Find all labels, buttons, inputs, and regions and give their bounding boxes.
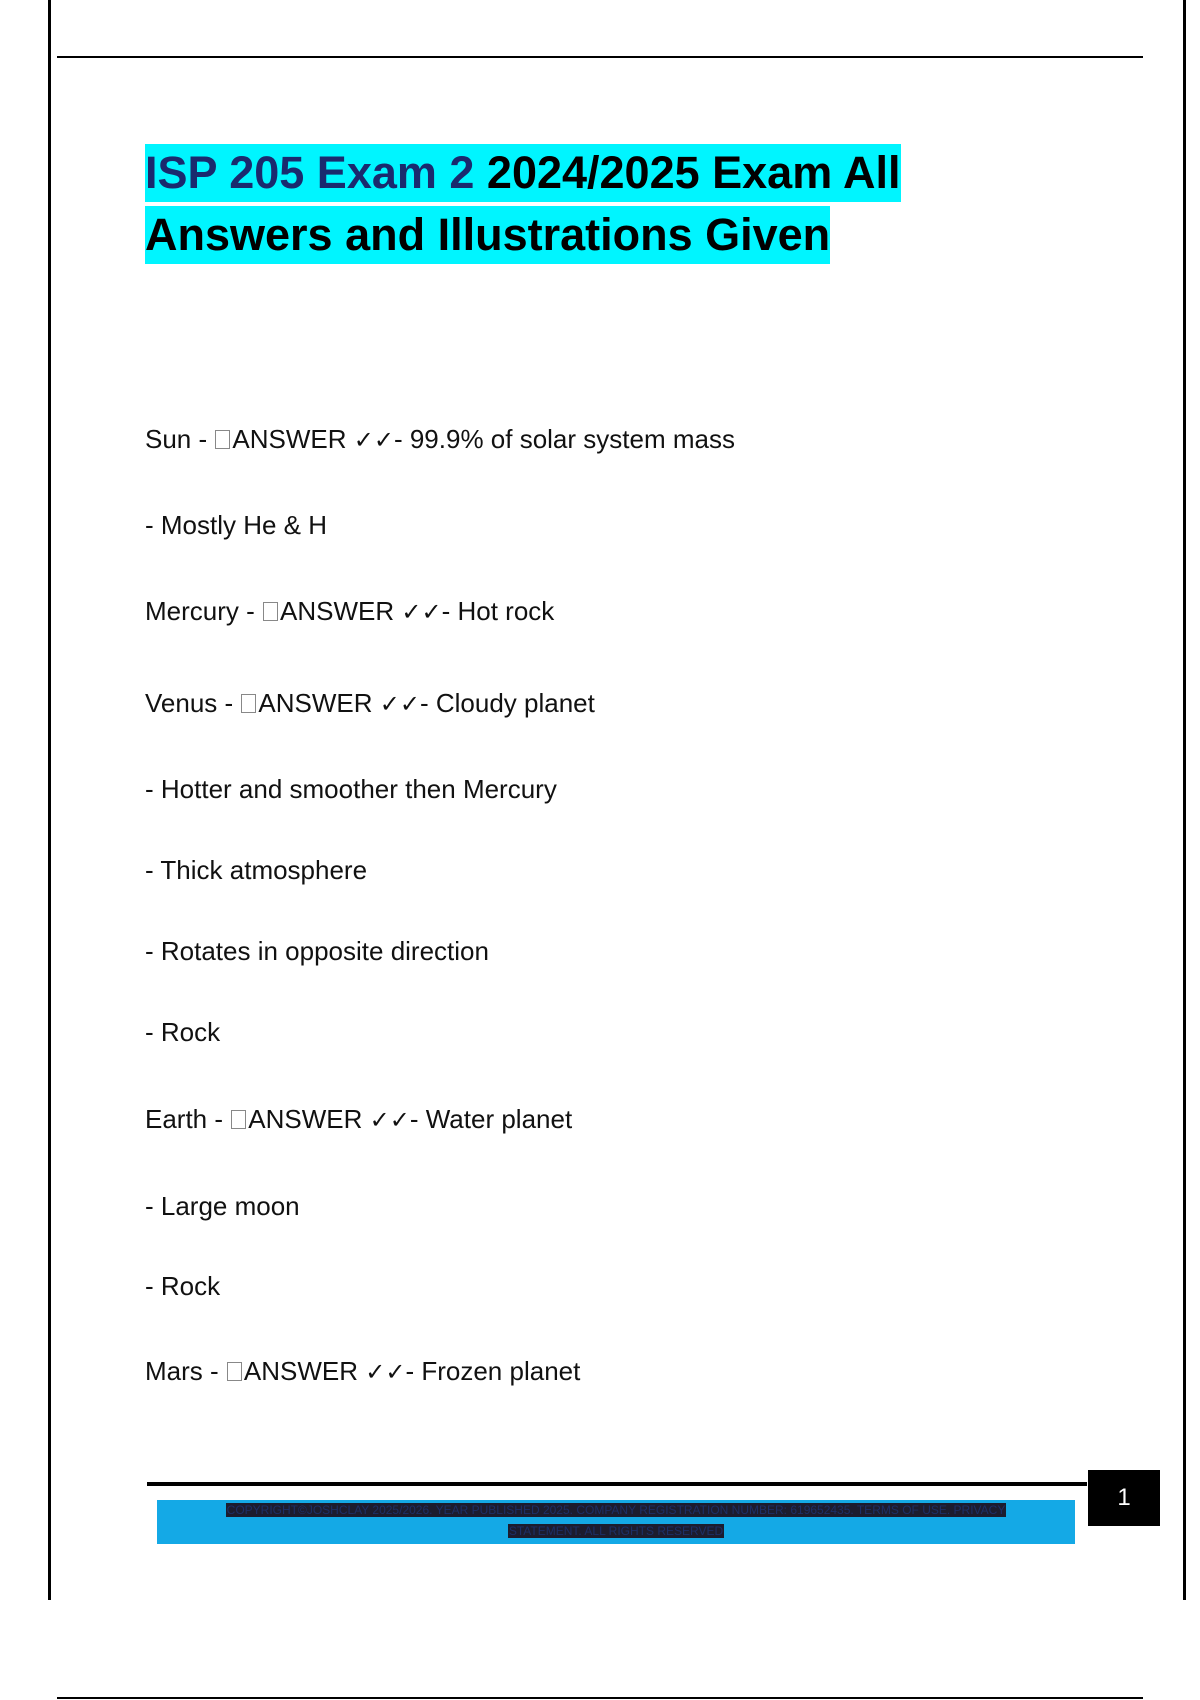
title-course: ISP 205 Exam 2 [145, 147, 475, 198]
title-line-1 [145, 144, 901, 202]
qa-item-sun: Sun - ANSWER ✓✓- 99.9% of solar system mass [145, 424, 735, 454]
term: Mercury [145, 596, 239, 626]
answer-text: - Cloudy planet [419, 688, 595, 718]
missing-glyph-icon [227, 1362, 242, 1381]
page-border-left [48, 0, 51, 1600]
missing-glyph-icon [241, 694, 256, 713]
qa-item-earth: Earth - ANSWER ✓✓- Water planet [145, 1104, 573, 1134]
document-title [145, 144, 1045, 264]
answer-label: ANSWER [280, 596, 395, 626]
answer-label: ANSWER [248, 1104, 363, 1134]
copyright-line-1: COPYRIGHT©JOSHCLAY 2025/2026. YEAR PUBLISHED 2025. COMPANY REGISTRATION NUMBER: 619652435. TERMS OF USE. PRIVACY [226, 1503, 1006, 1517]
copyright-line-2: STATEMENT. ALL RIGHTS RESERVED [508, 1524, 724, 1538]
next-page-rule [57, 1697, 1143, 1699]
missing-glyph-icon [263, 602, 278, 621]
title-line-2: Answers and Illustrations Given [145, 206, 830, 264]
double-check-icon: ✓✓ [401, 598, 442, 626]
answer-label: ANSWER [232, 424, 347, 454]
title-year: 2024/2025 Exam All [474, 147, 901, 198]
double-check-icon: ✓✓ [353, 426, 394, 454]
copyright-footer [157, 1500, 1075, 1544]
term: Earth [145, 1104, 208, 1134]
term: Sun [145, 424, 192, 454]
header-rule [57, 56, 1143, 58]
missing-glyph-icon [215, 430, 230, 449]
double-check-icon: ✓✓ [365, 1358, 406, 1386]
missing-glyph-icon [231, 1110, 246, 1129]
answer-text: - 99.9% of solar system mass [393, 424, 735, 454]
page-number-badge: 1 [1088, 1470, 1160, 1526]
page-border-right [1183, 0, 1186, 1600]
qa-detail: - Hotter and smoother then Mercury [145, 774, 557, 804]
qa-item-mercury: Mercury - ANSWER ✓✓- Hot rock [145, 596, 555, 626]
footer-rule [147, 1482, 1087, 1486]
answer-text: - Frozen planet [405, 1356, 581, 1386]
qa-detail: - Rotates in opposite direction [145, 936, 489, 966]
qa-detail: - Rock [145, 1271, 221, 1301]
qa-item-venus: Venus - ANSWER ✓✓- Cloudy planet [145, 688, 595, 718]
qa-detail: - Mostly He & H [145, 510, 328, 540]
qa-detail: - Large moon [145, 1191, 300, 1221]
double-check-icon: ✓✓ [369, 1106, 410, 1134]
answer-label: ANSWER [243, 1356, 359, 1386]
answer-text: - Water planet [409, 1104, 573, 1134]
qa-item-mars: Mars - ANSWER ✓✓- Frozen planet [145, 1356, 581, 1386]
qa-detail: - Thick atmosphere [145, 855, 368, 885]
qa-detail: - Rock [145, 1017, 221, 1047]
term: Mars [145, 1356, 203, 1386]
answer-text: - Hot rock [441, 596, 555, 626]
double-check-icon: ✓✓ [379, 690, 420, 718]
answer-label: ANSWER [258, 688, 373, 718]
term: Venus [145, 688, 218, 718]
